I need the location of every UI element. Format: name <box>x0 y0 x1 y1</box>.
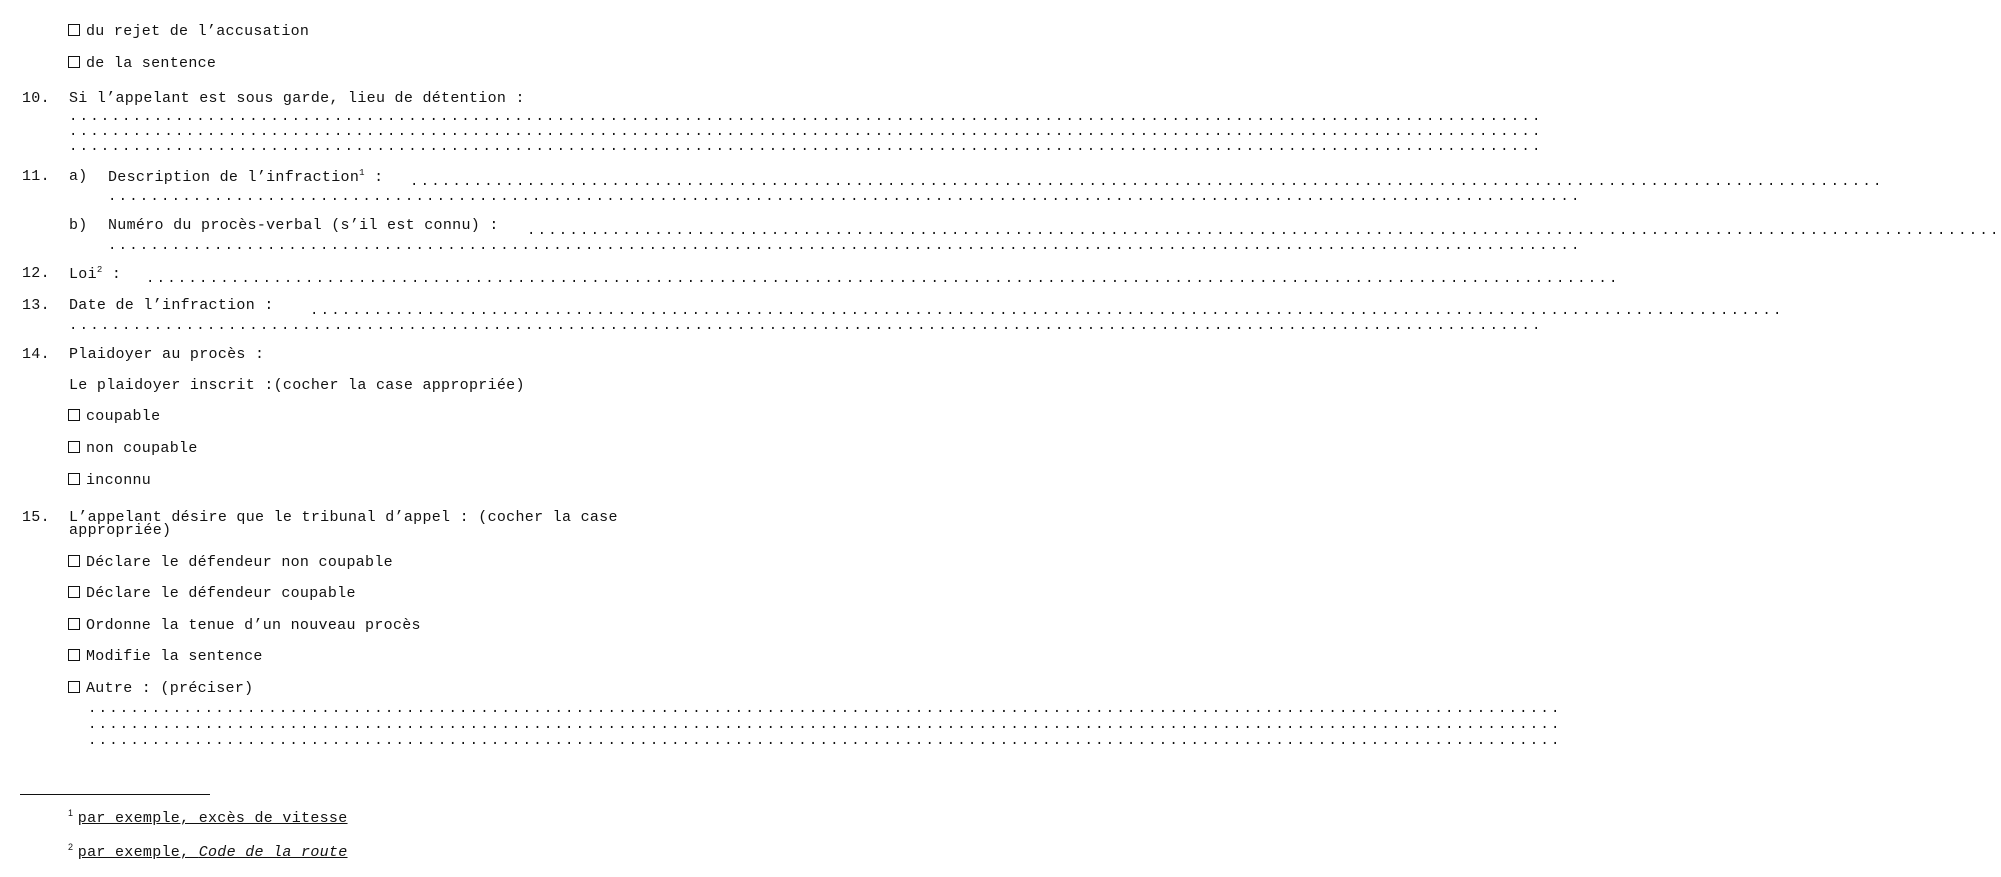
checkbox-box[interactable] <box>68 681 80 693</box>
footnote-ref: 1 <box>359 168 365 178</box>
footnote-text: par exemple, <box>77 844 199 861</box>
question-14-sublabel: Le plaidoyer inscrit :(cocher la case appropriée) <box>69 377 525 394</box>
date-infraction-field[interactable]: ........................................................................................................................................... <box>69 318 1543 334</box>
loi-field[interactable]: ........................................................................................................................................... <box>146 271 1620 287</box>
question-14-label: Plaidoyer au procès : <box>69 346 265 363</box>
infraction-description-field[interactable]: ........................................................................................................................................... <box>108 189 1582 205</box>
checkbox-box[interactable] <box>68 618 80 630</box>
option-label: Ordonne la tenue d’un nouveau procès <box>86 617 421 634</box>
checkbox-box[interactable] <box>68 409 80 421</box>
option-label: coupable <box>86 408 161 425</box>
footnote-text-italic: Code de la route <box>198 844 348 861</box>
question-11a-label: Description de l’infraction$^1$ : <box>108 168 384 186</box>
date-infraction-field[interactable]: ........................................................................................................................................... <box>310 303 1784 319</box>
infraction-description-field[interactable]: ........................................................................................................................................... <box>410 174 1884 190</box>
question-15-label-cont: appropriée) <box>69 522 172 539</box>
item-letter: b) <box>69 217 88 234</box>
question-number: 11. <box>22 168 50 185</box>
option-label: Déclare le défendeur coupable <box>86 585 356 602</box>
detention-field-line[interactable]: ........................................................................................................................................... <box>69 109 1543 125</box>
checkbox-non-coupable-appel[interactable] <box>68 554 393 571</box>
option-label: inconnu <box>86 472 152 489</box>
question-number: 15. <box>22 509 50 526</box>
question-10-label: Si l’appelant est sous garde, lieu de détention : <box>69 90 525 107</box>
detention-field-line[interactable]: ........................................................................................................................................... <box>69 139 1543 155</box>
checkbox-modifie-sentence[interactable] <box>68 648 263 665</box>
checkbox-box[interactable] <box>68 441 80 453</box>
footnote-number: 2 <box>68 842 74 852</box>
item-letter: a) <box>69 168 88 185</box>
checkbox-non-coupable[interactable] <box>68 440 198 457</box>
checkbox-autre[interactable] <box>68 680 253 697</box>
checkbox-coupable[interactable] <box>68 408 160 425</box>
footnote-1 <box>68 808 348 827</box>
checkbox-box[interactable] <box>68 586 80 598</box>
option-label: du rejet de l’accusation <box>86 23 310 40</box>
checkbox-box[interactable] <box>68 649 80 661</box>
question-11b-label: Numéro du procès-verbal (s’il est connu) : <box>108 217 499 234</box>
autre-precision-field[interactable]: ........................................................................................................................................... <box>88 701 1562 717</box>
question-number: 13. <box>22 297 50 314</box>
option-label: Déclare le défendeur non coupable <box>86 554 393 571</box>
question-number: 14. <box>22 346 50 363</box>
proces-verbal-field[interactable]: ........................................................................................................................................... <box>108 238 1582 254</box>
footnote-ref: 2 <box>96 265 103 275</box>
option-label: Modifie la sentence <box>86 648 263 665</box>
footnote-separator <box>20 794 210 795</box>
question-15-label: L’appelant désire que le tribunal d’appel : (cocher la case <box>69 509 618 526</box>
autre-precision-field[interactable]: ........................................................................................................................................... <box>88 717 1562 733</box>
detention-field-line[interactable]: ........................................................................................................................................... <box>69 124 1543 140</box>
autre-precision-field[interactable]: ........................................................................................................................................... <box>88 733 1562 749</box>
checkbox-nouveau-proces[interactable] <box>68 617 421 634</box>
checkbox-box[interactable] <box>68 56 80 68</box>
question-13-label: Date de l’infraction : <box>69 297 274 314</box>
proces-verbal-field[interactable]: ........................................................................................................................................... <box>527 223 2001 239</box>
question-number: 12. <box>22 265 50 282</box>
footnote-number: 1 <box>68 808 74 818</box>
checkbox-box[interactable] <box>68 24 80 36</box>
option-label: de la sentence <box>86 55 217 72</box>
option-label: Autre : (préciser) <box>86 680 254 697</box>
question-12-label: Loi$^2$ : <box>69 265 122 283</box>
checkbox-box[interactable] <box>68 555 80 567</box>
footnote-text: par exemple, excès de vitesse <box>77 810 348 827</box>
footnote-2 <box>68 842 348 861</box>
checkbox-rejet-accusation[interactable] <box>68 23 309 40</box>
checkbox-inconnu[interactable] <box>68 472 151 489</box>
option-label: non coupable <box>86 440 198 457</box>
checkbox-coupable-appel[interactable] <box>68 585 356 602</box>
question-number: 10. <box>22 90 50 107</box>
checkbox-box[interactable] <box>68 473 80 485</box>
checkbox-sentence[interactable] <box>68 55 216 72</box>
